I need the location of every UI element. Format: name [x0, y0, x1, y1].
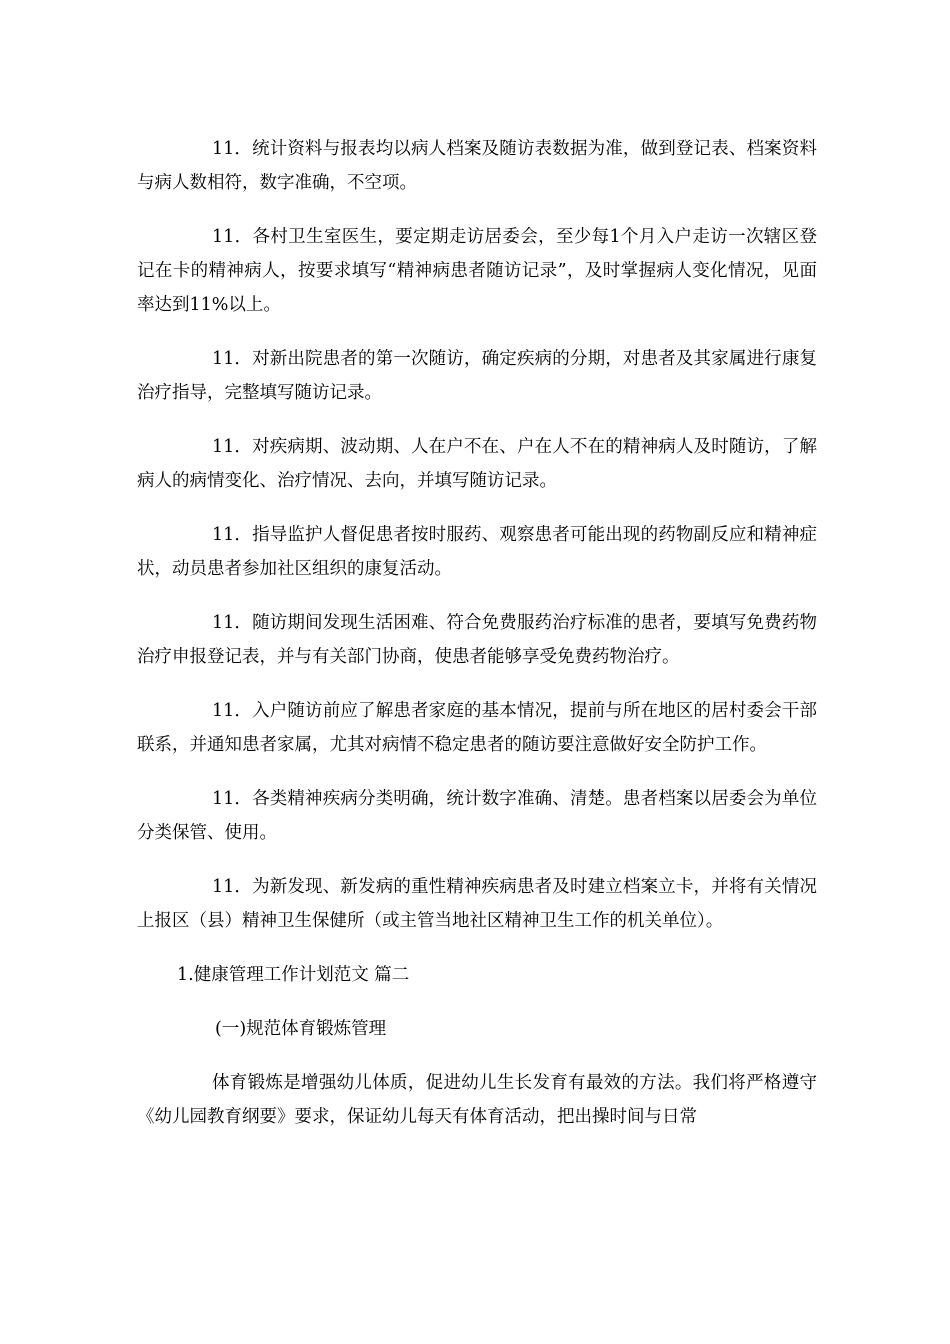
closing-paragraph: 体育锻炼是增强幼儿体质，促进幼儿生长发育有最效的方法。我们将严格遵守《幼儿园教育纲要》要求，保证幼儿每天有体育活动，把出操时间与日常: [137, 1073, 817, 1127]
paragraph-3: 11．对新出院患者的第一次随访，确定疾病的分期，对患者及其家属进行康复治疗指导，完整填写随访记录。: [137, 349, 817, 403]
paragraph-2: 11．各村卫生室医生，要定期走访居委会，至少每1个月入户走访一次辖区登记在卡的精神病人，按要求填写“精神病患者随访记录”，及时掌握病人变化情况，见面率达到11%以上。: [137, 227, 817, 315]
paragraph-5: 11．指导监护人督促患者按时服药、观察患者可能出现的药物副反应和精神症状，动员患者参加社区组织的康复活动。: [137, 525, 817, 579]
paragraph-9: 11．为新发现、新发病的重性精神疾病患者及时建立档案立卡，并将有关情况上报区（县）精神卫生保健所（或主管当地社区精神卫生工作的机关单位）。: [137, 877, 817, 931]
paragraph-7: 11．入户随访前应了解患者家庭的基本情况，提前与所在地区的居村委会干部联系，并通知患者家属，尤其对病情不稳定患者的随访要注意做好安全防护工作。: [137, 701, 817, 755]
paragraph-6: 11．随访期间发现生活困难、符合免费服药治疗标准的患者，要填写免费药物治疗申报登记表，并与有关部门协商，使患者能够享受免费药物治疗。: [137, 613, 817, 667]
section-heading: 1.健康管理工作计划范文 篇二: [177, 965, 410, 985]
document-body: [137, 132, 817, 1134]
paragraph-4: 11．对疾病期、波动期、人在户不在、户在人不在的精神病人及时随访，了解病人的病情变化、治疗情况、去向，并填写随访记录。: [137, 437, 817, 491]
paragraph-1: 11．统计资料与报表均以病人档案及随访表数据为准，做到登记表、档案资料与病人数相符，数字准确，不空项。: [137, 139, 817, 193]
subsection-heading: (一)规范体育锻炼管理: [215, 1019, 387, 1039]
paragraph-8: 11．各类精神疾病分类明确，统计数字准确、清楚。患者档案以居委会为单位分类保管、使用。: [137, 789, 817, 843]
